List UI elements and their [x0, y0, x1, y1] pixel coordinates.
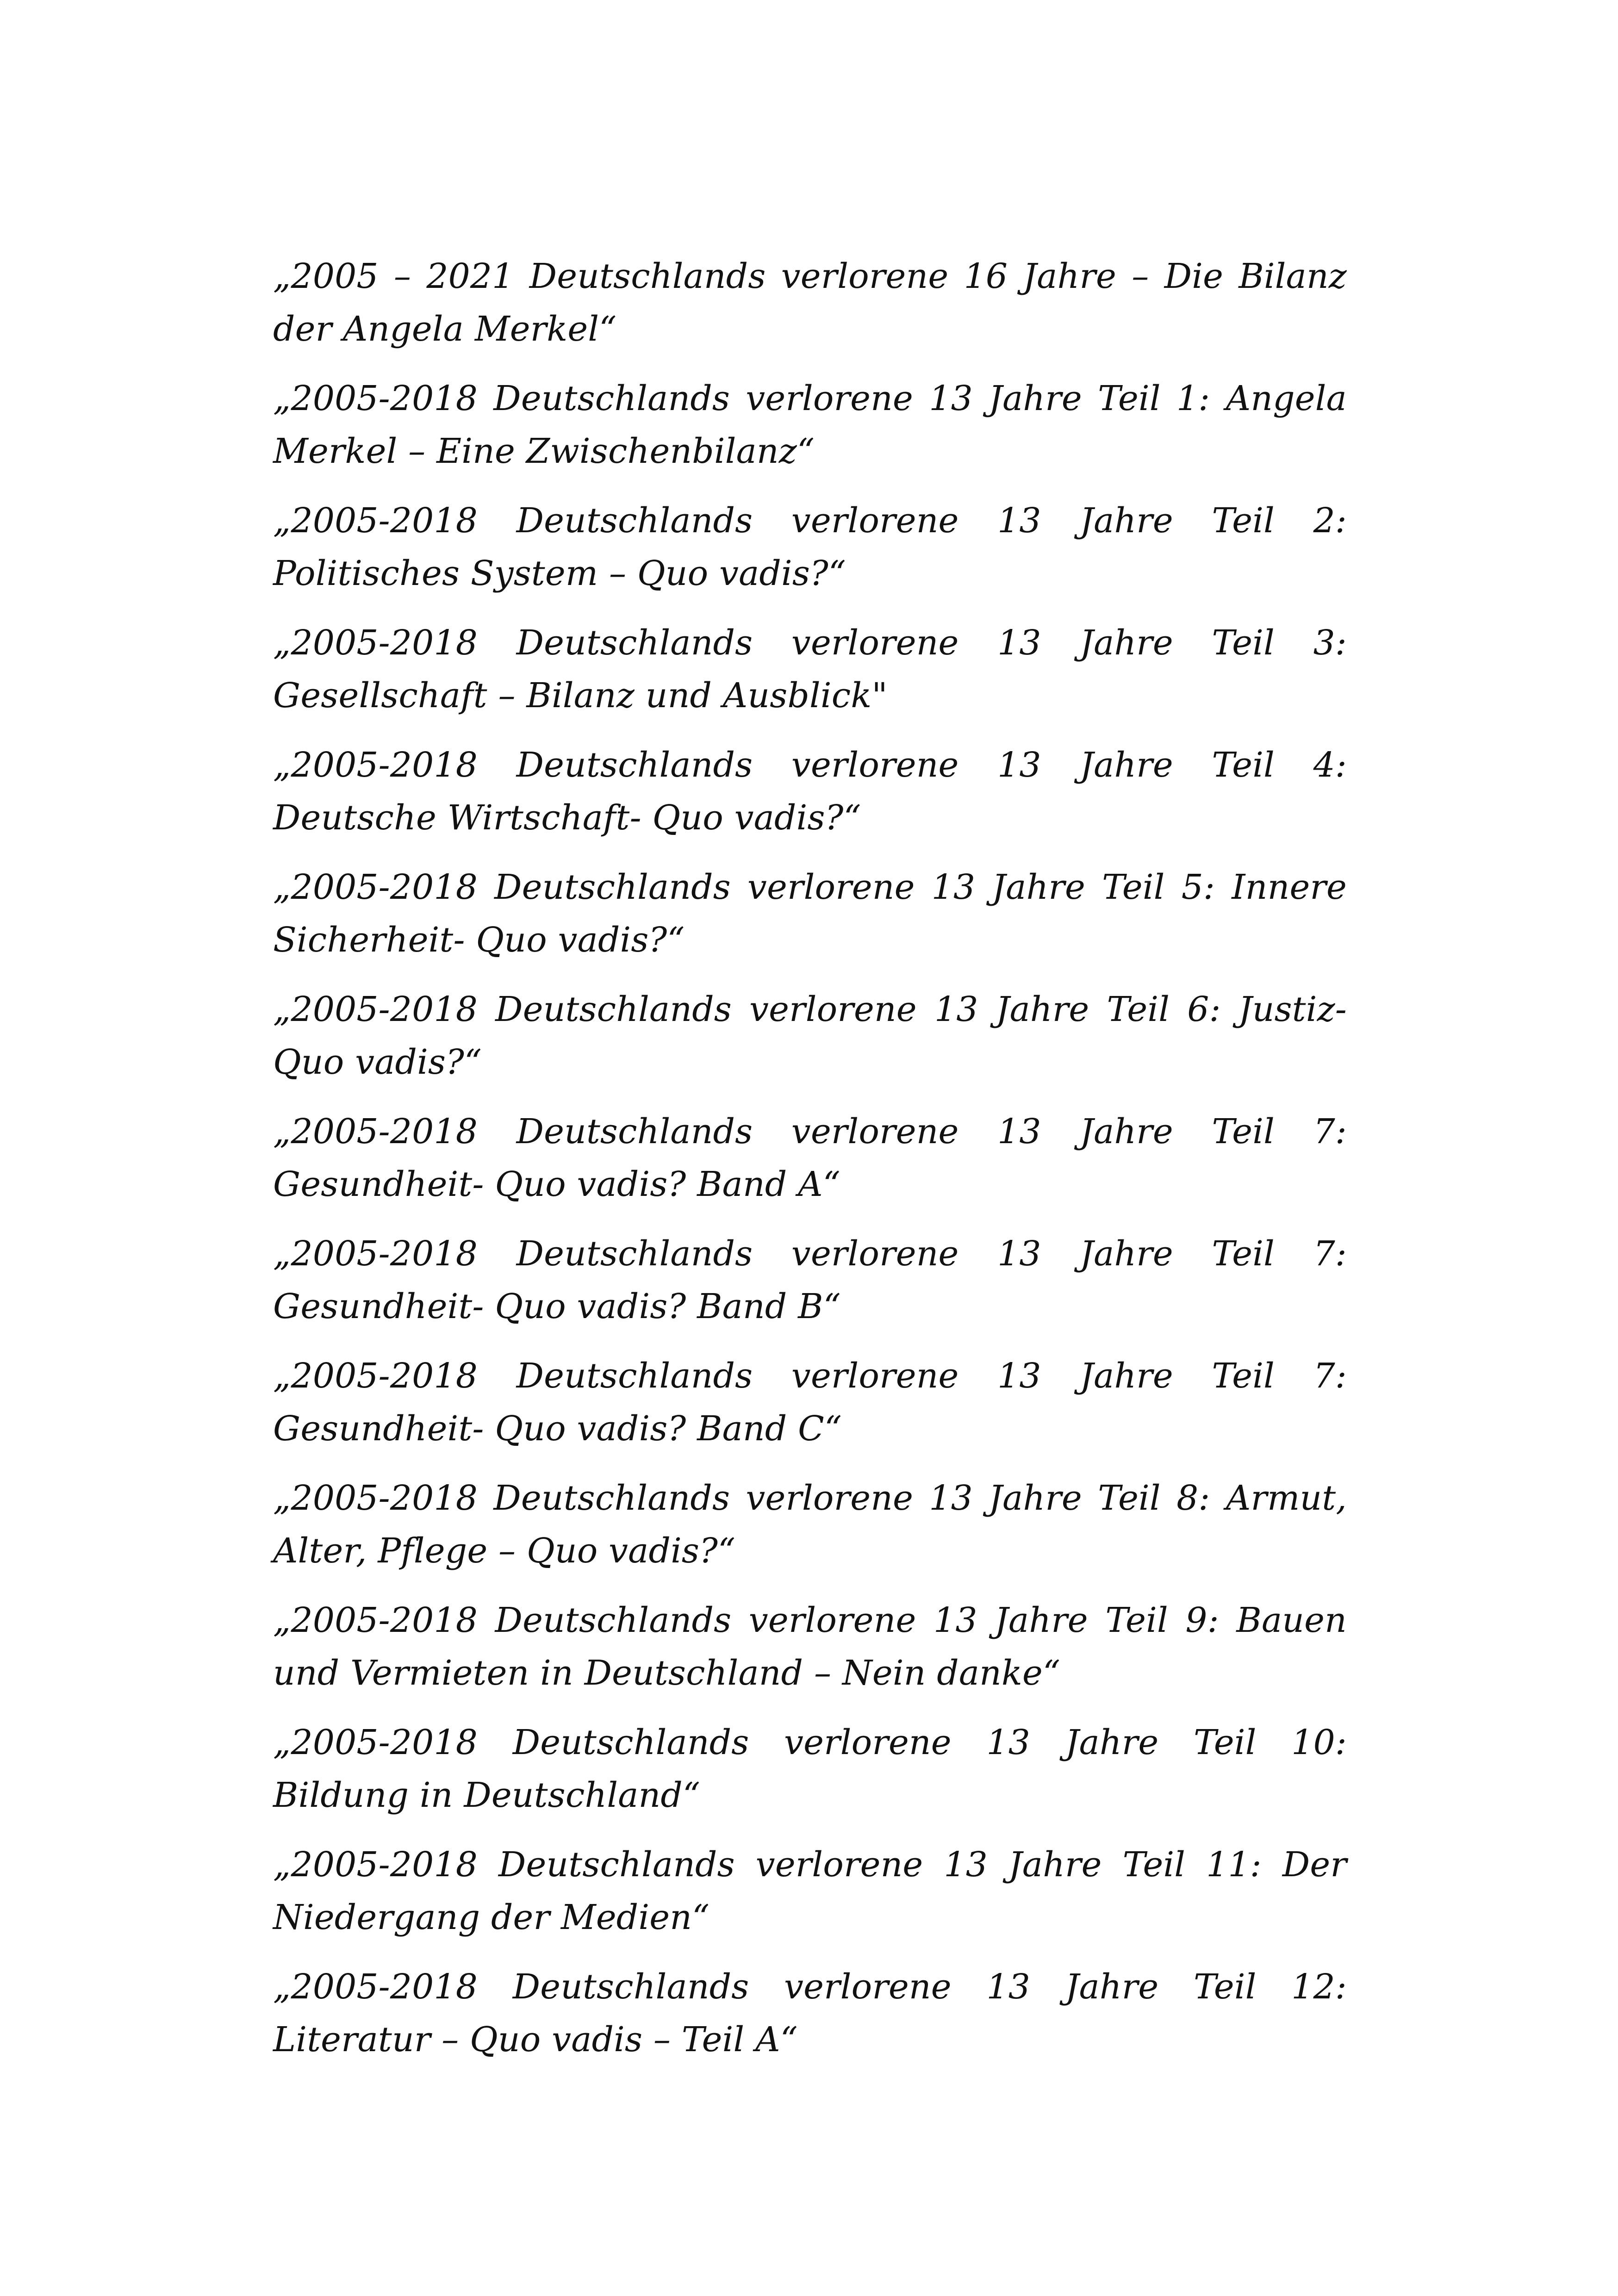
book-title-entry: „2005-2018 Deutschlands verlorene 13 Jahre Teil 6: Justiz- Quo vadis?“ [273, 989, 1347, 1082]
book-title-entry: „2005-2018 Deutschlands verlorene 13 Jahre Teil 7: Gesundheit- Quo vadis? Band C“ [273, 1356, 1347, 1449]
book-title-entry: „2005-2018 Deutschlands verlorene 13 Jahre Teil 7: Gesundheit- Quo vadis? Band B“ [273, 1234, 1347, 1326]
book-title-entry: „2005-2018 Deutschlands verlorene 13 Jahre Teil 4: Deutsche Wirtschaft- Quo vadis?“ [273, 745, 1347, 838]
book-title-entry: „2005 – 2021 Deutschlands verlorene 16 Jahre – Die Bilanz der Angela Merkel“ [273, 256, 1347, 349]
book-title-entry: „2005-2018 Deutschlands verlorene 13 Jahre Teil 2: Politisches System – Quo vadis?“ [273, 501, 1347, 593]
book-title-entry: „2005-2018 Deutschlands verlorene 13 Jahre Teil 8: Armut, Alter, Pflege – Quo vadis?“ [273, 1478, 1347, 1571]
book-title-entry: „2005-2018 Deutschlands verlorene 13 Jahre Teil 1: Angela Merkel – Eine Zwischenbilanz“ [273, 379, 1347, 471]
book-title-entry: „2005-2018 Deutschlands verlorene 13 Jahre Teil 10: Bildung in Deutschland“ [273, 1723, 1347, 1815]
book-title-list [273, 250, 1347, 2083]
book-title-entry: „2005-2018 Deutschlands verlorene 13 Jahre Teil 7: Gesundheit- Quo vadis? Band A“ [273, 1112, 1347, 1204]
book-title-entry: „2005-2018 Deutschlands verlorene 13 Jahre Teil 9: Bauen und Vermieten in Deutschland – Nein danke“ [273, 1600, 1347, 1693]
book-title-entry: „2005-2018 Deutschlands verlorene 13 Jahre Teil 11: Der Niedergang der Medien“ [273, 1845, 1347, 1937]
book-title-entry: „2005-2018 Deutschlands verlorene 13 Jahre Teil 12: Literatur – Quo vadis – Teil A“ [273, 1967, 1347, 2060]
book-title-entry: „2005-2018 Deutschlands verlorene 13 Jahre Teil 5: Innere Sicherheit- Quo vadis?“ [273, 867, 1347, 960]
book-title-entry: „2005-2018 Deutschlands verlorene 13 Jahre Teil 3: Gesellschaft – Bilanz und Ausblick" [273, 623, 1347, 716]
